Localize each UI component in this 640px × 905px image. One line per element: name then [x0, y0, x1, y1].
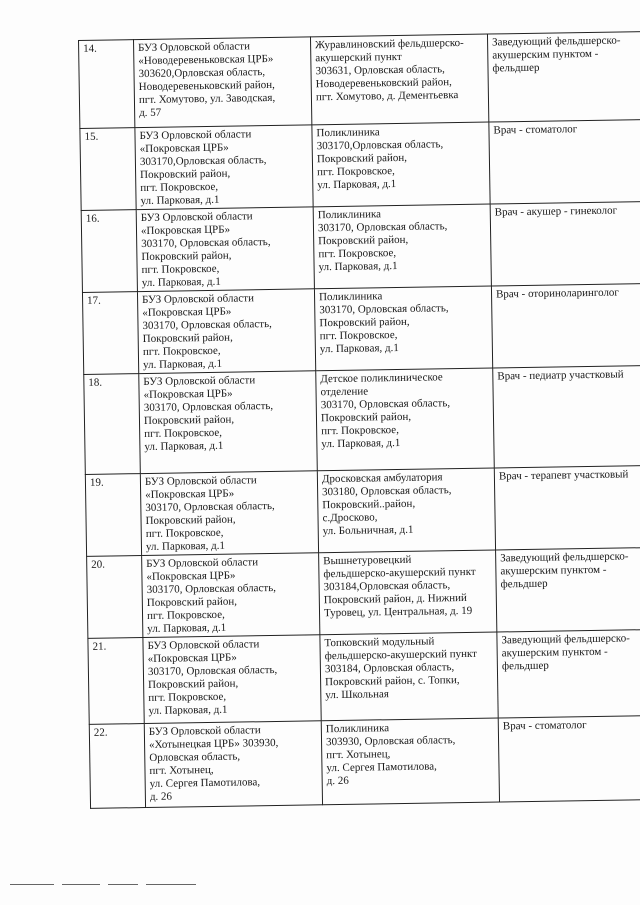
- position-cell: [491, 283, 640, 368]
- cell-line: фельдшерско-акушерский пункт: [323, 565, 476, 581]
- cell-line: Покровский район,: [140, 167, 231, 182]
- cell-line: Покровский район,: [148, 677, 239, 691]
- cell-line: Покровский район,: [320, 410, 412, 425]
- cell-line: Дросковская амбулатория: [321, 471, 443, 486]
- cell-line: БУЗ Орловской области: [147, 638, 260, 652]
- cell-line: Орловская область,: [149, 750, 241, 764]
- workplace-cell: [317, 468, 495, 553]
- cell-line: БУЗ Орловской области: [143, 374, 256, 389]
- cell-line: «Покровская ЦРБ»: [140, 223, 231, 238]
- cell-line: Поликлиника: [317, 208, 382, 222]
- cell-line: ул. Парковая, д.1: [317, 178, 397, 192]
- row-number: 20.: [87, 556, 143, 639]
- position-cell: [490, 201, 640, 286]
- cell-line: БУЗ Орловской области: [138, 40, 251, 55]
- organization-cell: [142, 553, 320, 638]
- scan-artifact-lines: [10, 884, 200, 888]
- cell-line: БУЗ Орловской области: [144, 474, 257, 489]
- workplace-cell: [321, 718, 499, 805]
- vacancy-table: [78, 31, 640, 809]
- cell-line: 303170, Орловская область,: [147, 663, 278, 678]
- cell-line: ул. Парковая, д.1: [319, 341, 399, 356]
- organization-cell: [136, 207, 314, 292]
- cell-line: отделение: [320, 385, 369, 399]
- cell-line: 303620,Орловская область,: [138, 66, 266, 81]
- cell-line: ул. Парковая, д.1: [318, 260, 398, 274]
- cell-line: 303930, Орловская область,: [325, 734, 456, 749]
- cell-line: 303184,Орловская область,: [323, 579, 451, 594]
- cell-line: Детское поликлиническое: [320, 371, 443, 386]
- table-row: [80, 119, 640, 210]
- row-number: 17.: [82, 292, 138, 375]
- cell-line: 303170, Орловская область,: [319, 302, 449, 317]
- cell-line: Врач - стоматолог: [493, 123, 578, 137]
- cell-line: 303170, Орловская область,: [145, 499, 275, 514]
- cell-line: пгт. Хотынец,: [326, 748, 391, 762]
- cell-line: «Покровская ЦРБ»: [139, 141, 229, 156]
- cell-line: ул. Парковая, д.1: [147, 621, 227, 635]
- cell-line: д. 26: [326, 774, 349, 788]
- cell-line: пгт. Покровское,: [318, 247, 397, 261]
- cell-line: Новодеревеньковский район,: [315, 76, 452, 91]
- table-row: [88, 629, 640, 724]
- cell-line: пгт. Покровское,: [141, 262, 220, 277]
- position-cell: [497, 629, 640, 718]
- workplace-cell: [319, 550, 497, 635]
- table-row: [84, 365, 640, 474]
- cell-line: Врач - педиатр участковый: [497, 368, 624, 383]
- cell-line: Врач - стоматолог: [502, 719, 587, 733]
- cell-line: фельдшер: [501, 659, 549, 673]
- cell-line: Врач - оториноларинголог: [495, 286, 619, 301]
- cell-line: пгт. Покровское,: [321, 424, 399, 438]
- cell-line: БУЗ Орловской области: [141, 292, 255, 307]
- workplace-cell: [316, 368, 495, 471]
- cell-line: Покровский район,: [143, 413, 235, 428]
- workplace-cell: [312, 122, 490, 207]
- cell-line: пгт. Хотынец,: [149, 763, 214, 777]
- cell-line: Покровский район, с. Топки,: [325, 674, 460, 689]
- cell-line: «Покровская ЦРБ»: [142, 305, 232, 320]
- organization-cell: [139, 371, 318, 474]
- row-number: 21.: [88, 638, 144, 725]
- cell-line: Покровский район,: [141, 249, 232, 264]
- cell-line: ул. Парковая, д.1: [321, 436, 401, 451]
- cell-line: Журавлиновский фельдшерско-: [315, 36, 464, 52]
- cell-line: Врач - терапевт участковый: [498, 468, 629, 483]
- cell-line: акушерским пунктом -: [500, 563, 607, 578]
- cell-line: ул. Парковая, д.1: [148, 703, 228, 717]
- cell-line: фельдшер: [492, 61, 540, 75]
- cell-line: пгт. Покровское,: [317, 165, 395, 179]
- cell-line: БУЗ Орловской области: [140, 210, 253, 225]
- table-row: [82, 283, 640, 374]
- cell-line: Заведующий фельдшерско-: [491, 34, 621, 49]
- cell-line: Покровский район,: [145, 513, 236, 527]
- cell-line: 303170,Орловская область,: [139, 154, 267, 169]
- cell-line: акушерским пунктом -: [492, 47, 599, 62]
- cell-line: «Новодеревеньковская ЦРБ»: [138, 52, 274, 68]
- cell-line: ул. Парковая, д.1: [141, 275, 221, 290]
- row-number: 22.: [89, 724, 145, 809]
- cell-line: акушерский пункт: [315, 50, 402, 65]
- cell-line: Покровский район,: [319, 315, 410, 330]
- table-row: [87, 547, 640, 638]
- cell-line: Покровский..район,: [322, 497, 416, 512]
- row-number: 14.: [79, 40, 135, 129]
- cell-line: 303170, Орловская область,: [317, 220, 448, 235]
- cell-line: Покровский район,: [318, 233, 409, 248]
- cell-line: Вышнетуровецкий: [323, 553, 412, 568]
- cell-line: Поликлиника: [318, 290, 383, 304]
- organization-cell: [143, 635, 321, 724]
- cell-line: 303170, Орловская область,: [141, 236, 271, 251]
- organization-cell: [135, 125, 313, 210]
- cell-line: ул. Парковая, д.1: [140, 193, 220, 208]
- cell-line: БУЗ Орловской области: [146, 556, 259, 570]
- cell-line: «Покровская ЦРБ»: [145, 487, 235, 502]
- organization-cell: [140, 471, 318, 556]
- row-number: 19.: [85, 474, 141, 557]
- cell-line: Врач - акушер - гинеколог: [494, 204, 618, 219]
- cell-line: 303180, Орловская область,: [322, 484, 452, 499]
- cell-line: «Покровская ЦРБ»: [143, 387, 233, 402]
- cell-line: пгт. Покровское,: [146, 608, 225, 622]
- cell-line: БУЗ Орловской области: [139, 128, 252, 143]
- cell-line: Покровский район,: [146, 595, 238, 609]
- position-cell: [487, 31, 640, 122]
- cell-line: 303631, Орловская область,: [315, 63, 445, 78]
- position-cell: [498, 715, 640, 802]
- workplace-cell: [313, 204, 491, 289]
- position-cell: [496, 547, 640, 632]
- cell-line: пгт. Хомутово, д. Дементьевка: [315, 89, 459, 104]
- scan-mark: [62, 884, 100, 885]
- cell-line: пгт. Покровское,: [148, 690, 227, 704]
- cell-line: Новодеревеньковский район,: [138, 78, 275, 94]
- cell-line: пгт. Покровское,: [145, 526, 224, 540]
- row-number: 15.: [80, 128, 136, 211]
- cell-line: 303170, Орловская область,: [320, 397, 451, 412]
- cell-line: БУЗ Орловской области: [148, 724, 261, 738]
- cell-line: ул. Парковая, д.1: [144, 439, 224, 454]
- row-number: 18.: [84, 374, 141, 475]
- cell-line: Поликлиника: [316, 126, 380, 140]
- organization-cell: [137, 289, 315, 374]
- cell-line: «Покровская ЦРБ»: [147, 651, 237, 665]
- cell-line: фельдшер: [500, 577, 548, 591]
- cell-line: 303170, Орловская область,: [143, 399, 274, 415]
- cell-line: Покровский район, д. Нижний: [323, 591, 467, 607]
- cell-line: пгт. Покровское,: [140, 180, 219, 195]
- cell-line: 303170, Орловская область,: [146, 581, 277, 596]
- cell-line: Топковский модульный: [324, 635, 435, 650]
- table-row: [85, 465, 640, 556]
- cell-line: с.Дросково,: [322, 511, 378, 525]
- cell-line: Покровский район,: [316, 151, 408, 166]
- table-row: [89, 715, 640, 808]
- cell-line: Покровский район,: [142, 331, 233, 346]
- cell-line: «Хотынецкая ЦРБ» 303930,: [148, 736, 279, 751]
- cell-line: пгт. Покровское,: [319, 329, 398, 343]
- cell-line: акушерским пунктом -: [501, 645, 608, 660]
- position-cell: [489, 119, 640, 204]
- cell-line: пгт. Хомутово, ул. Заводская,: [138, 91, 276, 107]
- cell-line: ул. Сергея Памотилова,: [326, 760, 437, 775]
- cell-line: д. 57: [139, 106, 162, 120]
- cell-line: Заведующий фельдшерско-: [500, 550, 629, 565]
- table-row: [81, 201, 640, 292]
- cell-line: фельдшерско-акушерский пункт: [324, 647, 478, 663]
- workplace-cell: [320, 632, 498, 721]
- cell-line: 303170, Орловская область,: [142, 317, 272, 333]
- cell-line: 303184, Орловская область,: [324, 661, 455, 676]
- cell-line: ул. Школьная: [325, 688, 389, 702]
- scan-mark: [10, 884, 54, 885]
- scan-mark: [108, 884, 138, 885]
- table-row: [79, 31, 640, 128]
- cell-line: ул. Сергея Памотилова,: [149, 776, 261, 790]
- cell-line: 303170,Орловская область,: [316, 138, 444, 153]
- cell-line: «Покровская ЦРБ»: [146, 569, 236, 583]
- position-cell: [494, 465, 640, 550]
- cell-line: Поликлиника: [325, 722, 390, 736]
- workplace-cell: [310, 34, 488, 125]
- organization-cell: [144, 721, 322, 808]
- organization-cell: [134, 37, 312, 128]
- cell-line: Заведующий фельдшерско-: [501, 632, 630, 647]
- workplace-cell: [314, 286, 492, 371]
- cell-line: ул. Парковая, д.1: [143, 357, 223, 372]
- cell-line: Туровец, ул. Центральная, д. 19: [323, 604, 473, 620]
- cell-line: пгт. Покровское,: [142, 344, 221, 359]
- row-number: 16.: [81, 210, 137, 293]
- cell-line: д. 26: [149, 790, 173, 803]
- cell-line: ул. Больничная, д.1: [322, 523, 414, 538]
- cell-line: ул. Парковая, д.1: [145, 539, 226, 553]
- scan-mark: [146, 884, 196, 885]
- cell-line: пгт. Покровское,: [144, 426, 223, 441]
- position-cell: [493, 365, 640, 468]
